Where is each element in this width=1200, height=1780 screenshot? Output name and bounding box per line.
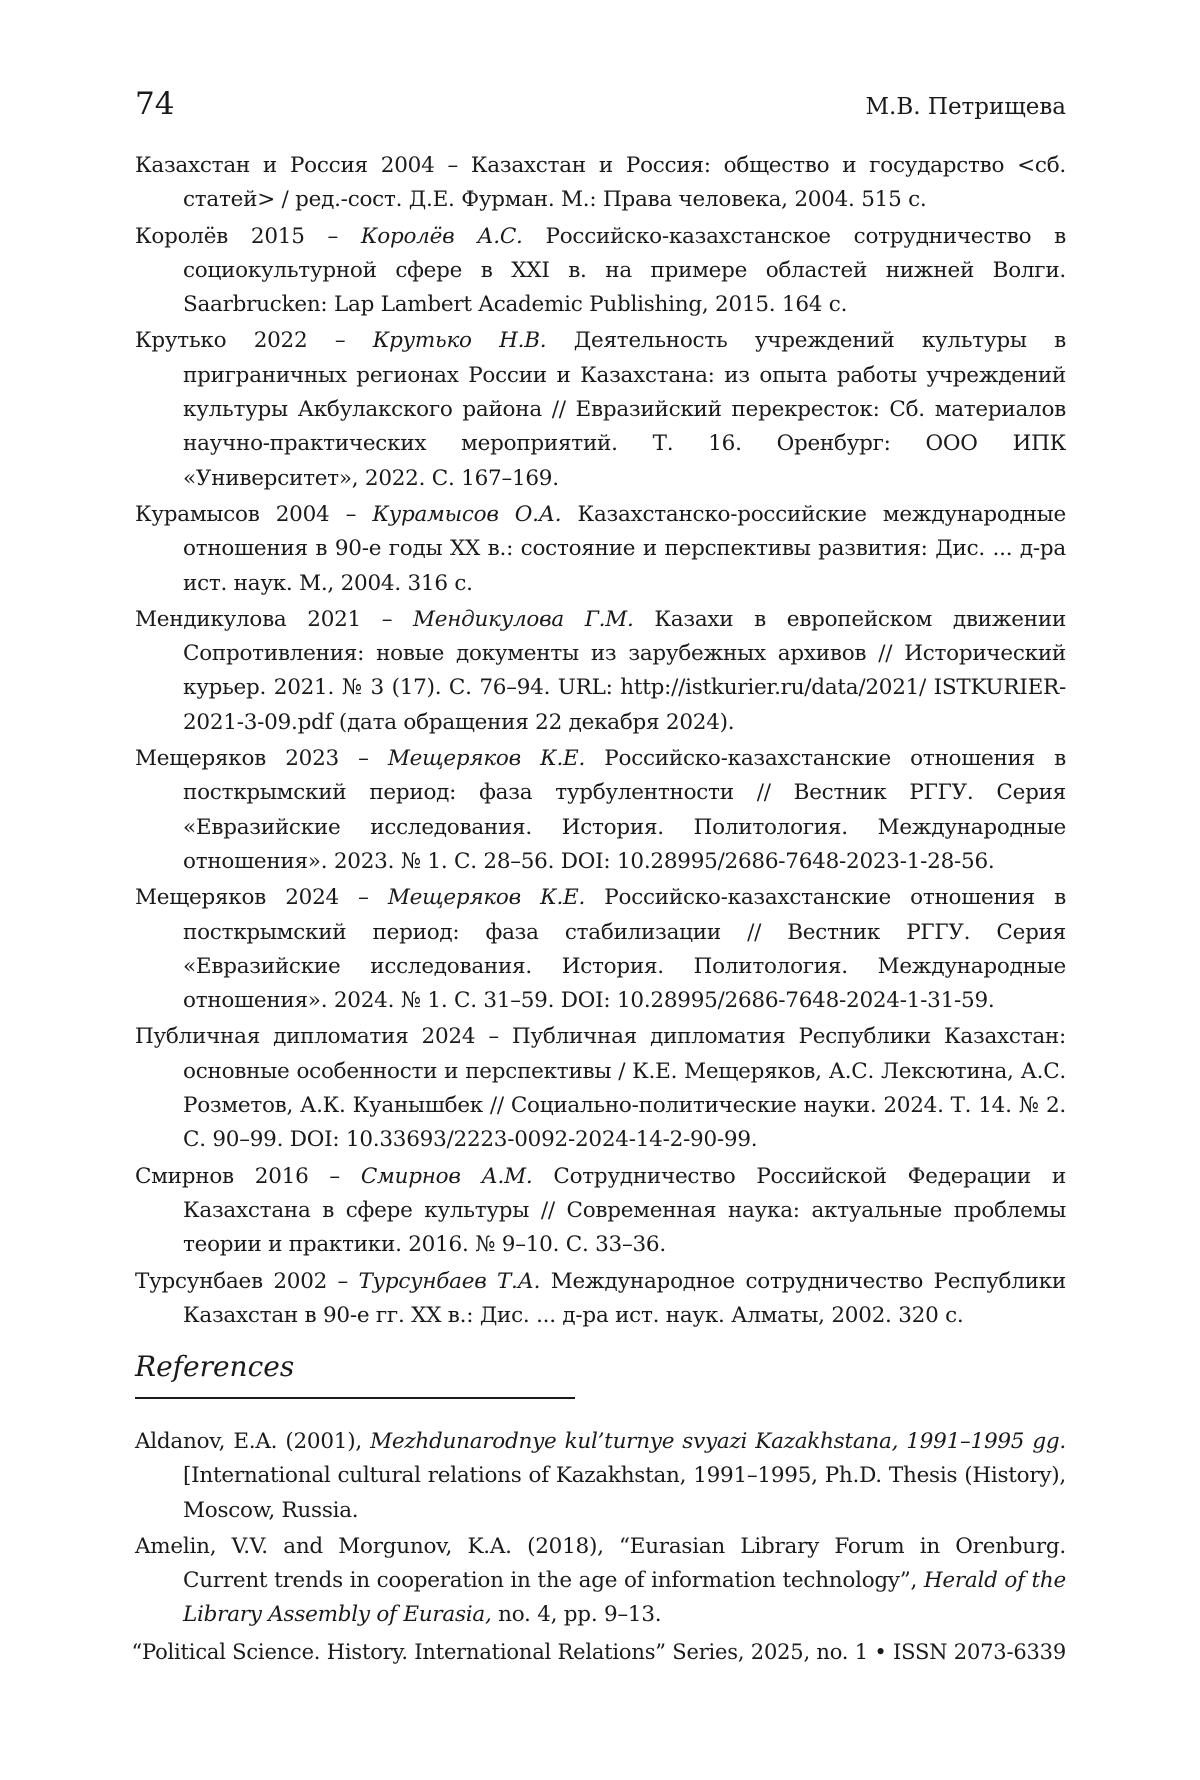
reference-entry: Aldanov, E.A. (2001), Mezhdunarodnye kul’turnye svyazi Kazakhstana, 1991–1995 gg. [International cultural relations of Kazakhstan, 1991–1995, Ph.D. Thesis (History), Moscow, Russia. [135, 1429, 1066, 1523]
reference-entry: Мещеряков 2024 – Мещеряков К.Е. Российско-казахстанские отношения в посткрымский период: фаза стабилизации // Вестник РГГУ. Серия «Евразийские исследования. История. Политология. Международные отношения». 2024. № 1. С. 31–59. DOI: 10.28995/2686-7648-2024-1-31-59. [135, 885, 1066, 1014]
reference-entry: Amelin, V.V. and Morgunov, K.A. (2018), “Eurasian Library Forum in Orenburg. Current trends in cooperation in the age of information technology”, Herald of the Library Assembly of Eurasia, no. 4, pp. 9–13. [135, 1533, 1066, 1628]
references-heading: References [135, 1350, 295, 1383]
reference-entry: Мещеряков 2023 – Мещеряков К.Е. Российско-казахстанские отношения в посткрымский период: фаза турбулентности // Вестник РГГУ. Серия «Евразийские исследования. История. Политология. Международные отношения». 2023. № 1. С. 28–56. DOI: 10.28995/2686-7648-2023-1-28-56. [135, 746, 1066, 874]
page-footer: “Political Science. History. International Relations” Series, 2025, no. 1 • ISSN 2073-6339 [131, 1640, 1066, 1664]
english-reference-list [135, 1425, 1066, 1633]
reference-entry: Смирнов 2016 – Смирнов А.М. Сотрудничество Российской Федерации и Казахстана в сфере культуры // Современная наука: актуальные проблемы теории и практики. 2016. № 9–10. С. 33–36. [135, 1163, 1066, 1258]
reference-entry: Курамысов 2004 – Курамысов О.А. Казахстанско-российские международные отношения в 90-е годы XX в.: состояние и перспективы развития: Дис. ... д-ра ист. наук. М., 2004. 316 с. [135, 501, 1066, 596]
running-head-author: М.В. Петрищева [865, 94, 1066, 120]
page-header [135, 86, 1066, 122]
reference-entry: Казахстан и Россия 2004 – Казахстан и Россия: общество и государство <сб. статей> / ред.-сост. Д.Е. Фурман. М.: Права человека, 2004. 515 с. [135, 153, 1066, 213]
reference-entry: Турсунбаев 2002 – Турсунбаев Т.А. Международное сотрудничество Республики Казахстан в 90-е гг. XX в.: Дис. ... д-ра ист. наук. Алматы, 2002. 320 с. [135, 1268, 1066, 1328]
reference-entry: Мендикулова 2021 – Мендикулова Г.М. Казахи в европейском движении Сопротивления: новые документы из зарубежных архивов // Исторический курьер. 2021. № 3 (17). С. 76–94. URL: http://istkurier.ru/data/2021/ ISTKURIER-2021-3-09.pdf (дата обращения 22 декабря 2024). [135, 606, 1066, 735]
reference-entry: Королёв 2015 – Королёв А.С. Российско-казахстанское сотрудничество в социокультурной сфере в XXI в. на примере областей нижней Волги. Saarbrucken: Lap Lambert Academic Publishing, 2015. 164 с. [135, 223, 1066, 318]
russian-reference-list [135, 149, 1066, 1333]
reference-entry: Крутько 2022 – Крутько Н.В. Деятельность учреждений культуры в приграничных регионах России и Казахстана: из опыта работы учреждений культуры Акбулакского района // Евразийский перекресток: Сб. материалов научно-практических мероприятий. Т. 16. Оренбург: ООО ИПК «Университет», 2022. С. 167–169. [135, 328, 1066, 491]
heading-underline [135, 1397, 575, 1399]
page-number: 74 [135, 86, 175, 122]
reference-entry: Публичная дипломатия 2024 – Публичная дипломатия Республики Казахстан: основные особенности и перспективы / К.Е. Мещеряков, А.С. Лексютина, А.С. Розметов, А.К. Куанышбек // Социально-политические науки. 2024. Т. 14. № 2. С. 90–99. DOI: 10.33693/2223-0092-2024-14-2-90-99. [135, 1024, 1066, 1153]
